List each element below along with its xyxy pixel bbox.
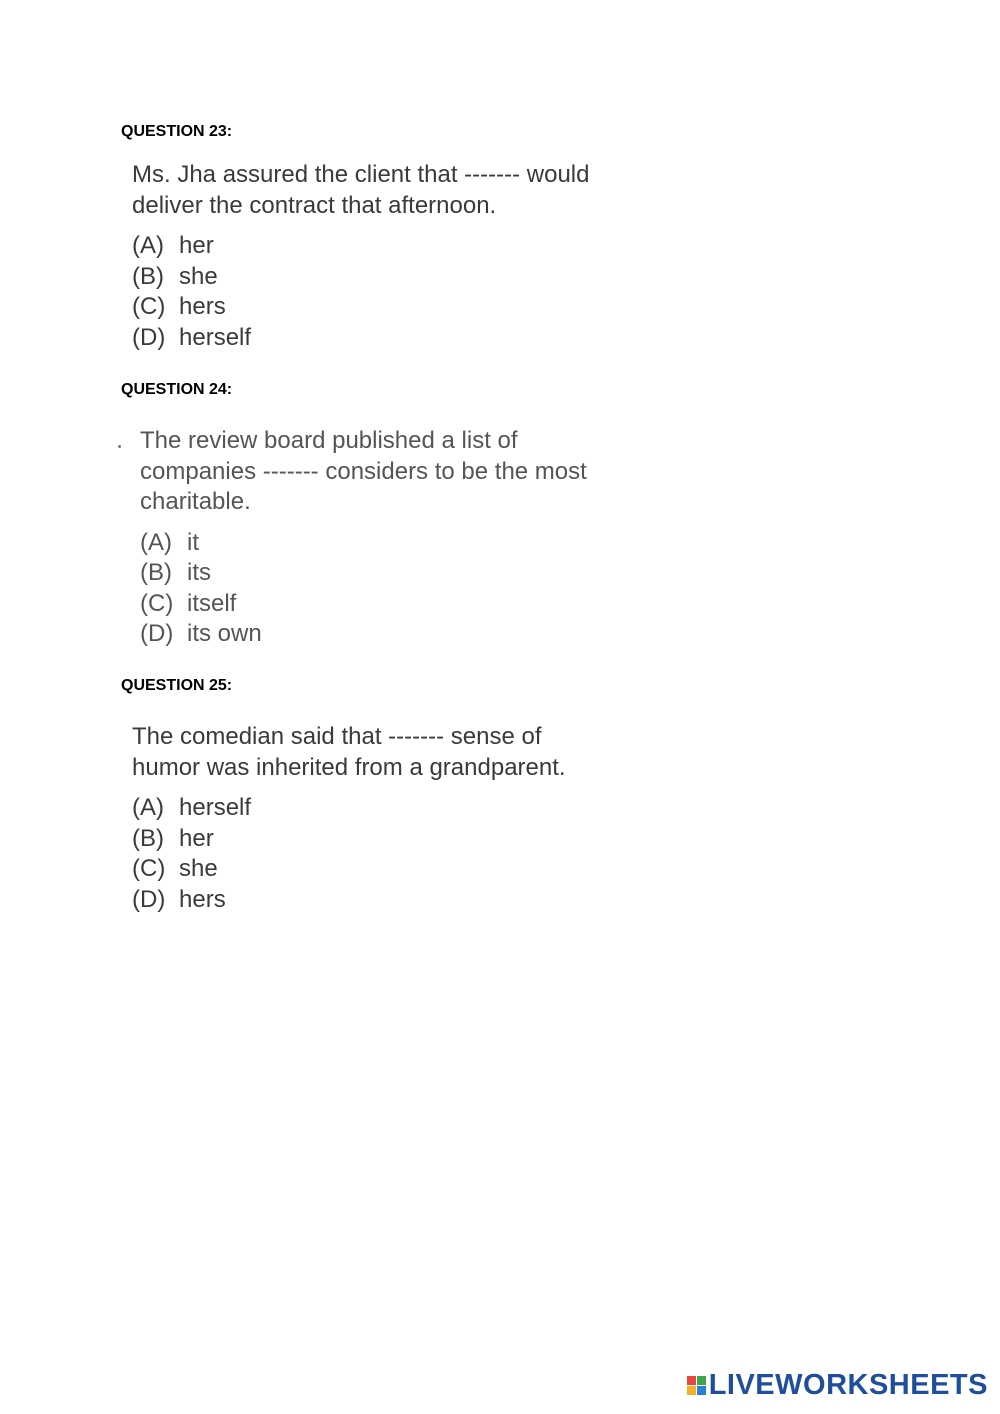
answer-option [132, 231, 590, 262]
answer-option [140, 589, 587, 620]
answer-option [132, 885, 566, 916]
option-letter: (A) [140, 528, 172, 556]
option-letter: (A) [132, 232, 164, 259]
stem-line: The review board published a list of [140, 427, 518, 454]
answer-option [132, 824, 566, 855]
answer-option [132, 262, 590, 293]
logo-square [697, 1386, 706, 1395]
logo-square [697, 1376, 706, 1385]
answer-option [132, 793, 566, 824]
question-stem [132, 722, 566, 783]
question-block [132, 722, 566, 915]
stem-line: Ms. Jha assured the client that ------- would [132, 161, 590, 188]
logo-mark-icon [687, 1376, 706, 1395]
option-text: herself [179, 794, 252, 821]
stray-dot [118, 445, 121, 448]
answer-option [132, 292, 590, 323]
answer-option [132, 854, 566, 885]
stem-line: deliver the contract that afternoon. [132, 191, 497, 219]
stem-line: charitable. [140, 488, 251, 515]
answer-option [140, 528, 587, 559]
answer-option [132, 323, 590, 354]
option-letter: (C) [132, 293, 166, 320]
question-heading: QUESTION 25: [121, 677, 233, 694]
option-text: hers [179, 885, 226, 913]
option-letter: (D) [140, 620, 174, 647]
option-letter: (B) [132, 824, 164, 852]
option-letter: (A) [132, 794, 164, 821]
stem-line: companies ------- considers to be the most [140, 457, 587, 485]
question-stem [132, 160, 590, 221]
option-text: its [187, 559, 211, 586]
option-text: her [179, 824, 214, 852]
option-text: its own [187, 620, 262, 647]
option-letter: (C) [140, 589, 174, 617]
option-text: it [187, 528, 199, 556]
stem-line: humor was inherited from a grandparent. [132, 753, 566, 781]
answer-options [140, 528, 587, 650]
liveworksheets-logo [687, 1371, 988, 1400]
option-letter: (B) [132, 262, 164, 290]
question-block [140, 426, 587, 650]
question-stem [140, 426, 587, 518]
answer-option [140, 558, 587, 589]
option-text: her [179, 232, 214, 259]
answer-options [132, 793, 566, 915]
question-heading: QUESTION 24: [121, 381, 233, 398]
answer-option [140, 619, 587, 650]
option-text: she [179, 855, 218, 882]
answer-options [132, 231, 590, 353]
option-text: herself [179, 323, 252, 351]
option-text: itself [187, 589, 237, 617]
option-letter: (D) [132, 885, 166, 913]
stem-line: The comedian said that ------- sense of [132, 723, 542, 750]
logo-square [687, 1386, 696, 1395]
option-text: she [179, 262, 218, 290]
option-text: hers [179, 293, 226, 320]
option-letter: (D) [132, 323, 166, 351]
option-letter: (C) [132, 855, 166, 882]
logo-text: LIVEWORKSHEETS [708, 1369, 988, 1401]
question-block [132, 160, 590, 353]
question-heading: QUESTION 23: [121, 123, 233, 140]
logo-square [687, 1376, 696, 1385]
option-letter: (B) [140, 559, 172, 586]
